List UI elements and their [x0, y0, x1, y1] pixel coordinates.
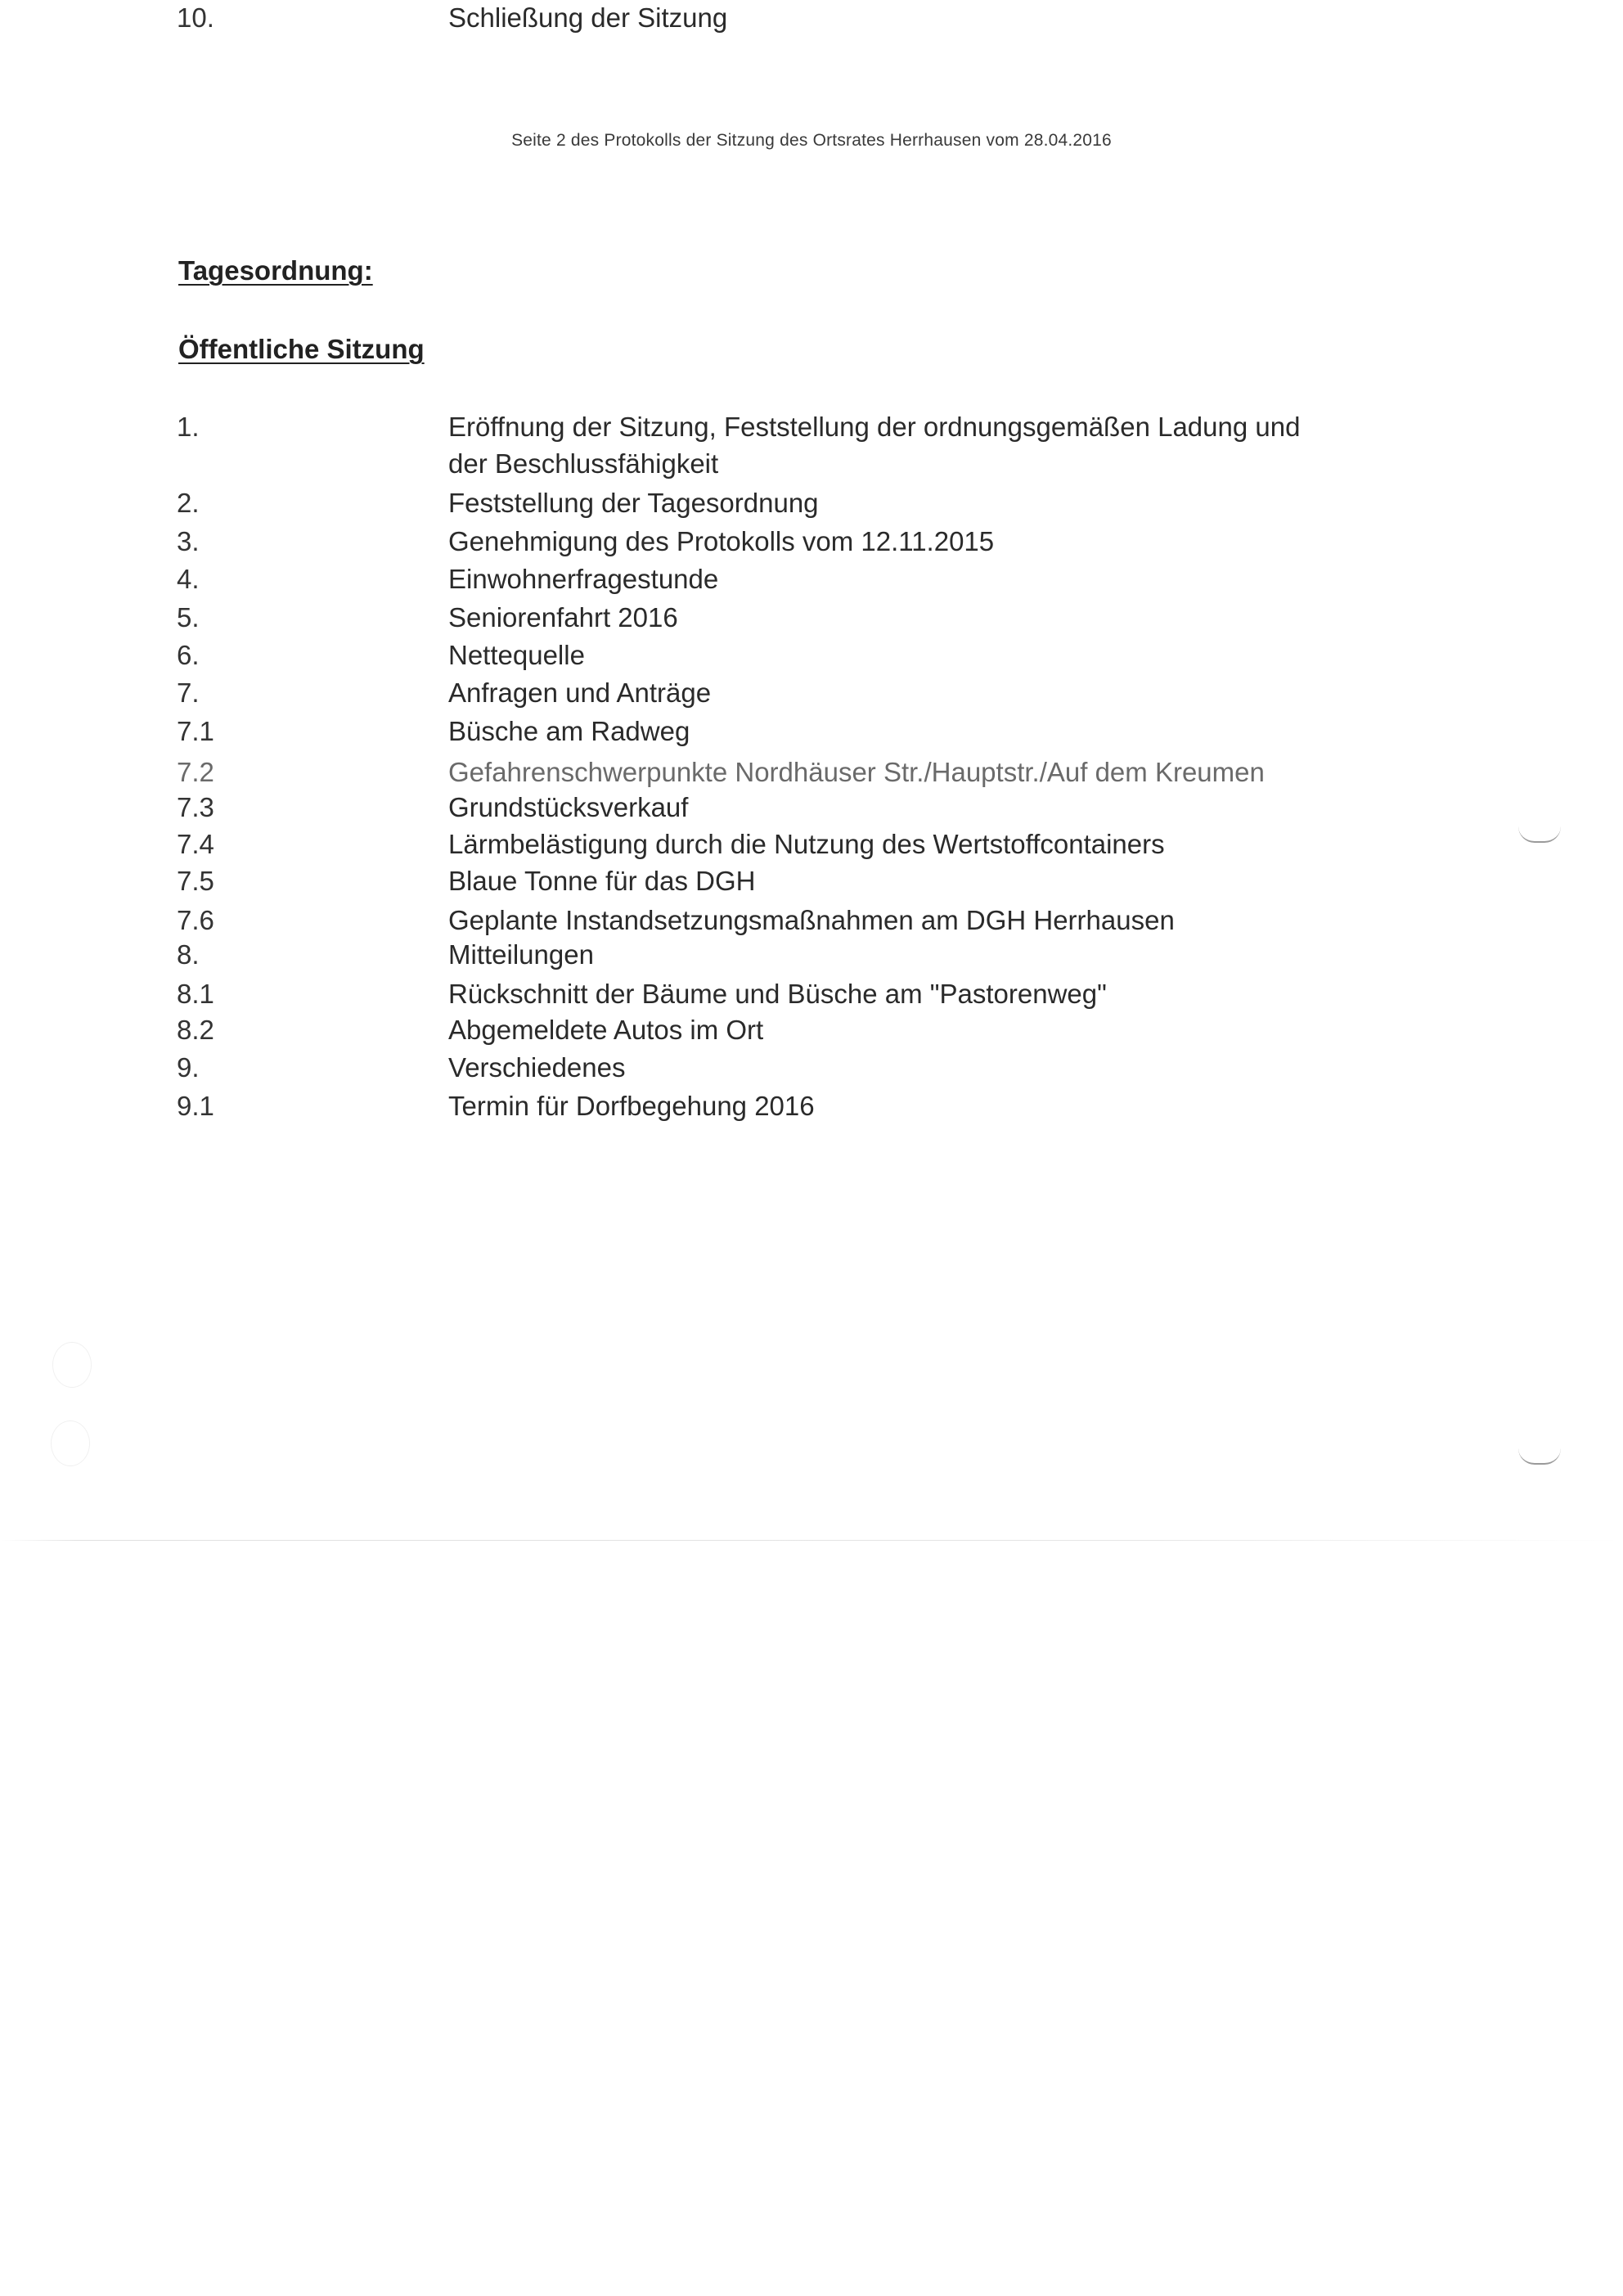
punch-hole-mark: [51, 1420, 90, 1466]
agenda-item-title: Gefahrenschwerpunkte Nordhäuser Str./Hauptstr./Auf dem Kreumen: [448, 757, 1265, 787]
agenda-item-number: 8.2: [177, 1015, 214, 1045]
agenda-item-number: 8.: [177, 939, 200, 970]
agenda-item-number: 5.: [177, 602, 200, 633]
agenda-item-number: 2.: [177, 488, 200, 518]
public-session-heading: Öffentliche Sitzung: [178, 334, 425, 364]
page-header: Seite 2 des Protokolls der Sitzung des Ortsrates Herrhausen vom 28.04.2016: [511, 131, 1112, 150]
agenda-item-number: 6.: [177, 640, 200, 670]
agenda-item-number: 1.: [177, 412, 200, 442]
agenda-item-title: Seniorenfahrt 2016: [448, 602, 678, 633]
agenda-item-title: Eröffnung der Sitzung, Feststellung der ordnungsgemäßen Ladung und: [448, 412, 1301, 442]
agenda-item-title: Feststellung der Tagesordnung: [448, 488, 819, 518]
agenda-item-number: 3.: [177, 526, 200, 556]
agenda-item-number: 4.: [177, 564, 200, 594]
agenda-item-title: Grundstücksverkauf: [448, 792, 689, 822]
agenda-item-title: Abgemeldete Autos im Ort: [448, 1015, 764, 1045]
agenda-item-title: Rückschnitt der Bäume und Büsche am "Pastorenweg": [448, 979, 1107, 1009]
agenda-item-title: Anfragen und Anträge: [448, 678, 712, 708]
agenda-item-number: 7.6: [177, 905, 214, 935]
agenda-item-number: 7.: [177, 678, 200, 708]
agenda-item-title: Einwohnerfragestunde: [448, 564, 719, 594]
agenda-item-number: 7.3: [177, 792, 214, 822]
agenda-item-title: Schließung der Sitzung: [448, 2, 728, 33]
punch-hole-mark: [52, 1342, 92, 1388]
agenda-item-title: der Beschlussfähigkeit: [448, 448, 719, 479]
agenda-item-title: Verschiedenes: [448, 1052, 626, 1083]
agenda-heading: Tagesordnung:: [178, 255, 373, 286]
agenda-item-number: 9.: [177, 1052, 200, 1083]
agenda-item-number: 7.4: [177, 829, 214, 859]
agenda-item-number: 7.1: [177, 716, 214, 746]
agenda-item-number: 7.5: [177, 866, 214, 896]
agenda-item-title: Termin für Dorfbegehung 2016: [448, 1091, 815, 1121]
agenda-item-title: Nettequelle: [448, 640, 585, 670]
agenda-item-number: 7.2: [177, 757, 214, 787]
agenda-item-title: Büsche am Radweg: [448, 716, 690, 746]
agenda-item-number: 8.1: [177, 979, 214, 1009]
agenda-item-title: Lärmbelästigung durch die Nutzung des Wertstoffcontainers: [448, 829, 1165, 859]
agenda-item-title: Genehmigung des Protokolls vom 12.11.2015: [448, 526, 995, 556]
agenda-item-title: Blaue Tonne für das DGH: [448, 866, 756, 896]
agenda-item-title: Mitteilungen: [448, 939, 594, 970]
agenda-item-title: Geplante Instandsetzungsmaßnahmen am DGH Herrhausen: [448, 905, 1175, 935]
agenda-item-number: 10.: [177, 2, 214, 33]
fold-line: [0, 1540, 1623, 1541]
agenda-item-number: 9.1: [177, 1091, 214, 1121]
